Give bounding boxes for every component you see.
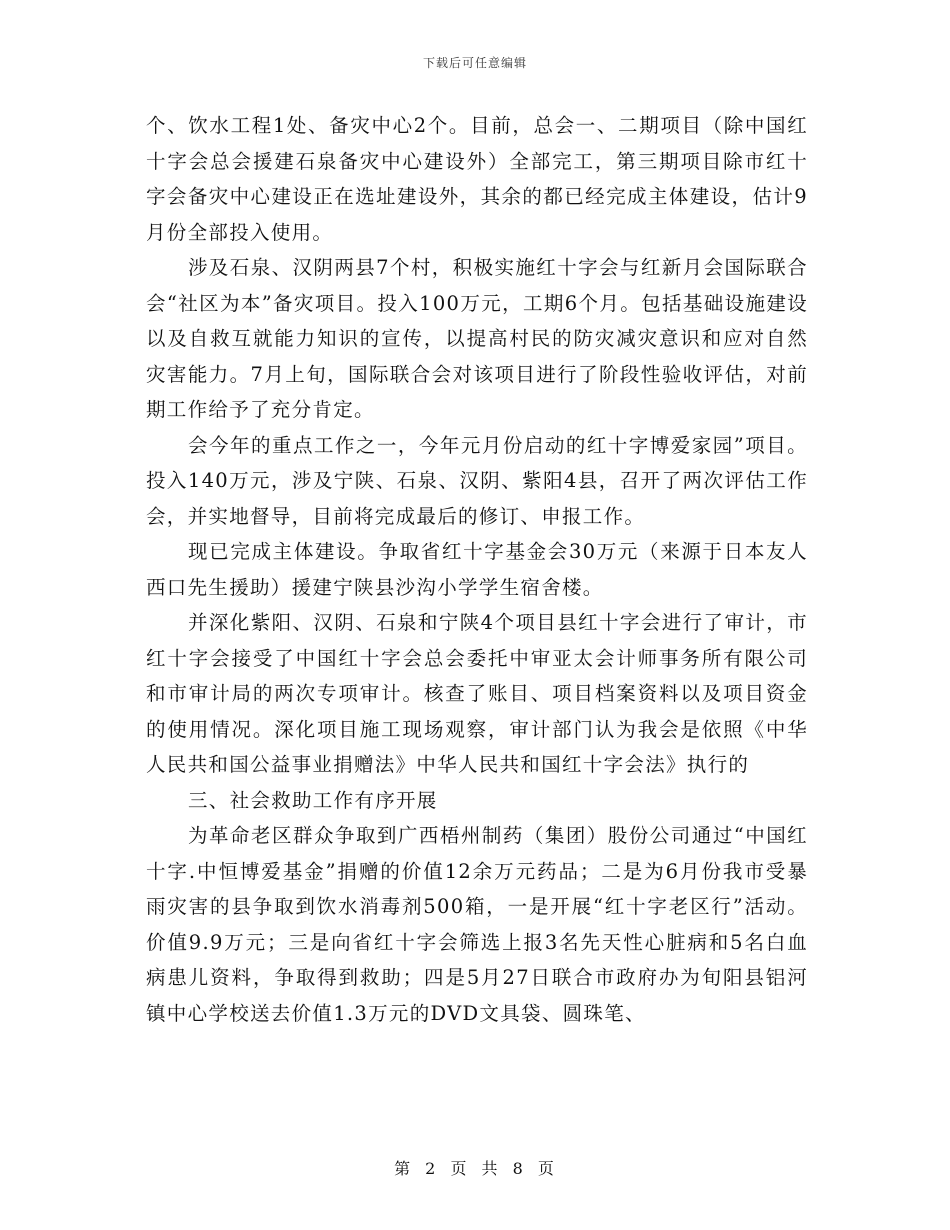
paragraph: 现已完成主体建设。争取省红十字基金会30万元（来源于日本友人西口先生援助）援建宁陕县沙沟小学学生宿舍楼。: [146, 540, 808, 599]
paragraph: 为革命老区群众争取到广西梧州制药（集团）股份公司通过“中国红十字.中恒博爱基金”捐赠的价值12余万元药品；二是为6月份我市受暴雨灾害的县争取到饮水消毒剂500箱，一是开展“红十字老区行”活动。价值9.9万元；三是向省红十字会筛选上报3名先天性心脏病和5名白血病患儿资料，争取得到救助；四是5月27日联合市政府办为旬阳县铝河镇中心学校送去价值1.3万元的DVD文具袋、圆珠笔、: [146, 824, 808, 1025]
paragraph: 并深化紫阳、汉阴、石泉和宁陕4个项目县红十字会进行了审计，市红十字会接受了中国红十字会总会委托中审亚太会计师事务所有限公司和市审计局的两次专项审计。核查了账目、项目档案资料以及项目资金的使用情况。深化项目施工现场观察，审计部门认为我会是依照《中华人民共和国公益事业捐赠法》中华人民共和国红十字会法》执行的: [146, 611, 808, 776]
page-header: 下载后可任意编辑: [422, 56, 527, 70]
document-body: [146, 108, 808, 1031]
section-heading: 三、社会救助工作有序开展: [188, 788, 438, 812]
paragraph: 个、饮水工程1处、备灾中心2个。目前，总会一、二期项目（除中国红十字会总会援建石泉备灾中心建设外）全部完工，第三期项目除市红十字会备灾中心建设正在选址建设外，其余的都已经完成主体建设，估计9月份全部投入使用。: [146, 114, 808, 244]
paragraph: 会今年的重点工作之一，今年元月份启动的红十字博爱家园”项目。投入140万元，涉及宁陕、石泉、汉阴、紫阳4县，召开了两次评估工作会，并实地督导，目前将完成最后的修订、申报工作。: [146, 433, 808, 528]
paragraph: 涉及石泉、汉阴两县7个村，积极实施红十字会与红新月会国际联合会“社区为本”备灾项目。投入100万元，工期6个月。包括基础设施建设以及自救互就能力知识的宣传，以提高村民的防灾减灾意识和应对自然灾害能力。7月上旬，国际联合会对该项目进行了阶段性验收评估，对前期工作给予了充分肯定。: [146, 256, 808, 421]
page-footer: 第 2 页 共 8 页: [394, 1159, 556, 1178]
